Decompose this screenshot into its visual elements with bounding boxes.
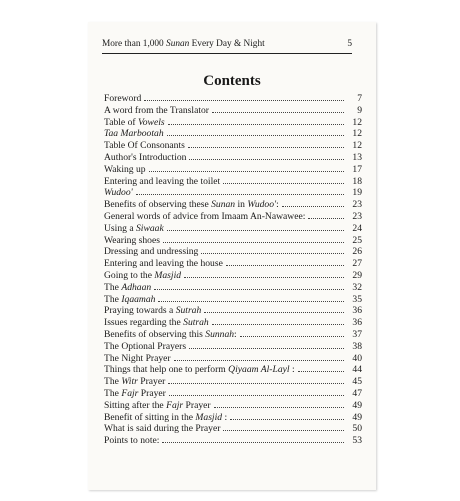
dot-leader (169, 387, 344, 396)
dot-leader (158, 293, 344, 302)
toc-entry-title-part: Issues regarding the (104, 317, 184, 329)
toc-entry (104, 151, 362, 163)
running-header-title (102, 39, 265, 49)
toc-entry-title-part: The (104, 376, 122, 388)
toc-entry-page: 13 (352, 151, 362, 163)
toc-entry-title (104, 305, 202, 317)
dot-leader (226, 257, 344, 266)
toc-entry-title-part: Using a (104, 222, 136, 234)
toc-entry-title (104, 388, 167, 400)
toc-entry (104, 328, 362, 340)
toc-entry-title-part: Sutrah (175, 305, 202, 317)
dot-leader (149, 163, 344, 172)
toc-entry-title-part: Siwaak (135, 222, 164, 234)
toc-entry (104, 375, 362, 387)
toc-entry-title-part: Witr (121, 376, 138, 388)
toc-entry-title-part: Fajr (166, 399, 184, 411)
contents-heading: Contents (203, 73, 261, 89)
toc-entry (104, 363, 362, 375)
toc-entry-title (104, 317, 210, 329)
dot-leader (154, 281, 344, 290)
toc-entry-page: 12 (352, 128, 362, 140)
toc-entry-page: 24 (352, 222, 362, 234)
dot-leader (230, 411, 344, 420)
toc-entry-title-part: Author's Introduction (104, 151, 187, 163)
toc-entry (104, 387, 362, 399)
toc-entry-title (104, 223, 165, 235)
toc-entry-title-part: Points to note: (104, 435, 160, 447)
toc-entry-page: 53 (352, 435, 362, 447)
dot-leader (168, 375, 344, 384)
toc-entry-title-part: The Optional Prayers (104, 340, 187, 352)
toc-entry-title (104, 353, 172, 365)
toc-entry-page: 37 (352, 328, 362, 340)
toc-entry-title (104, 435, 160, 447)
dot-leader (188, 139, 344, 148)
dot-leader (184, 269, 344, 278)
dot-leader (167, 222, 344, 231)
dot-leader (240, 328, 344, 337)
dot-leader (214, 399, 344, 408)
toc-entry-title-part: Table of (104, 116, 138, 128)
toc-entry-page: 36 (352, 305, 362, 317)
toc-entry-page: 40 (352, 352, 362, 364)
header-divider (102, 53, 352, 54)
toc-entry-title-part: Masjid (154, 269, 182, 281)
dot-leader (174, 352, 344, 361)
toc-entry-title-part: Wearing shoes (104, 234, 160, 246)
toc-entry (104, 198, 362, 210)
toc-entry-title-part: Benefits of observing these (104, 199, 212, 211)
toc-entry-title-part: Wudoo' (104, 187, 133, 199)
toc-entry (104, 340, 362, 352)
toc-entry-title-part: Sutrah (183, 317, 209, 329)
toc-entry-page: 9 (357, 104, 362, 116)
book-page (88, 22, 376, 490)
dot-leader (136, 186, 344, 195)
toc-entry-title-part: Taa Marbootah (104, 128, 164, 140)
toc-entry-title (104, 282, 152, 294)
toc-entry-page: 23 (352, 210, 362, 222)
toc-entry-page: 44 (352, 364, 362, 376)
toc-entry (104, 116, 362, 128)
toc-entry-title-part: Masjid (195, 411, 223, 423)
toc-entry (104, 411, 362, 423)
dot-leader (201, 245, 344, 254)
toc-entry-title (104, 235, 161, 247)
toc-entry-title-part: Fajr (121, 387, 139, 399)
toc-entry (104, 186, 362, 198)
header-title-italic: Sunan (166, 39, 190, 49)
dot-leader (223, 175, 344, 184)
running-header (102, 39, 352, 52)
toc-entry-title-part: The (104, 387, 122, 399)
toc-entry (104, 316, 362, 328)
toc-entry-title-part: Benefits of observing this (104, 328, 206, 340)
toc-entry-page: 29 (352, 269, 362, 281)
toc-entry-title-part: Dressing and undressing (104, 246, 199, 258)
toc-entry-page: 18 (352, 175, 362, 187)
toc-entry (104, 175, 362, 187)
toc-entry-title (104, 376, 166, 388)
toc-entry-page: 36 (352, 317, 362, 329)
toc-entry (104, 222, 362, 234)
toc-entry-page: 12 (352, 116, 362, 128)
toc-entry-title (104, 412, 228, 424)
toc-entry-title-part: Praying towards a (104, 305, 176, 317)
toc-entry (104, 163, 362, 175)
dot-leader (212, 104, 344, 113)
toc-entry-title-part: Qiyaam Al-Layl (228, 364, 290, 376)
toc-entry-title-part: Prayer (183, 399, 211, 411)
toc-entry-title-part: Iqaamah (121, 293, 156, 305)
toc-entry-title-part: Benefit of sitting in the (104, 411, 196, 423)
toc-entry-page: 35 (352, 293, 362, 305)
toc-entry-title-part: Prayer (138, 387, 166, 399)
toc-entry (104, 293, 362, 305)
toc-entry-title-part: Entering and leaving the toilet (104, 175, 221, 187)
toc-entry-title-part: Waking up (104, 163, 146, 175)
toc-entry-title-part: The (104, 281, 122, 293)
toc-entry (104, 257, 362, 269)
toc-entry-title-part: Foreword (104, 93, 142, 104)
toc-entry-title-part: Wudoo' (247, 199, 277, 211)
toc-entry (104, 210, 362, 222)
dot-leader (163, 234, 344, 243)
toc-entry (104, 127, 362, 139)
toc-entry-title-part: Adhaan (121, 281, 152, 293)
page-number: 5 (347, 39, 352, 49)
toc-entry (104, 399, 362, 411)
dot-leader (144, 92, 344, 101)
toc-entry-page: 45 (352, 376, 362, 388)
toc-entry-title-part: in (235, 199, 248, 211)
toc-entry-page: 27 (352, 258, 362, 270)
toc-entry-page: 49 (352, 411, 362, 423)
toc-entry-title-part: Sitting after the (104, 399, 167, 411)
toc-entry (104, 104, 362, 116)
toc-entry-title-part: Sunan (211, 199, 236, 211)
toc-entry-title (104, 187, 134, 199)
dot-leader (189, 151, 344, 160)
toc-entry-title-part: Things that help one to perform (104, 364, 229, 376)
toc-entry-title (104, 93, 142, 105)
toc-entry (104, 139, 362, 151)
toc-entry-title (104, 294, 156, 306)
dot-leader (223, 422, 344, 431)
dot-leader (212, 316, 344, 325)
toc-entry-title-part: Vowels (137, 116, 165, 128)
toc-entry-title-part: A word from the Translator (104, 104, 209, 116)
table-of-contents (104, 92, 362, 446)
toc-entry-page: 7 (357, 93, 362, 104)
dot-leader (298, 363, 344, 372)
toc-entry-title-part: Entering and leaving the house (104, 258, 223, 270)
toc-entry (104, 422, 362, 434)
toc-entry (104, 92, 362, 104)
dot-leader (204, 304, 344, 313)
toc-entry-title-part: Going to the (104, 269, 155, 281)
toc-entry-page: 25 (352, 234, 362, 246)
toc-entry-title (104, 140, 186, 152)
toc-entry-page: 49 (352, 399, 362, 411)
toc-entry (104, 245, 362, 257)
toc-entry (104, 352, 362, 364)
dot-leader (308, 210, 344, 219)
toc-entry-title-part: General words of advice from Imaam An-Nawawee: (104, 210, 306, 222)
toc-entry-title-part: Sunnah (205, 328, 235, 340)
toc-entry-page: 50 (352, 423, 362, 435)
toc-entry (104, 281, 362, 293)
dot-leader (162, 434, 344, 443)
dot-leader (189, 340, 344, 349)
dot-leader (282, 198, 344, 207)
toc-entry (104, 234, 362, 246)
toc-entry-page: 17 (352, 163, 362, 175)
toc-entry (104, 269, 362, 281)
toc-entry-title-part: : (289, 364, 295, 376)
toc-entry-title (104, 117, 166, 129)
toc-entry-title (104, 400, 212, 412)
toc-entry-title-part: : (276, 199, 279, 211)
toc-entry-title-part: What is said during the Prayer (104, 423, 221, 435)
toc-entry-page: 32 (352, 281, 362, 293)
toc-entry-title (104, 246, 199, 258)
toc-entry-title-part: : (234, 328, 237, 340)
toc-entry-title-part: The Night Prayer (104, 352, 171, 364)
toc-entry-title-part: : (222, 411, 228, 423)
toc-entry-page: 38 (352, 340, 362, 352)
toc-entry-page: 26 (352, 246, 362, 258)
toc-entry (104, 304, 362, 316)
toc-entry-page: 12 (352, 140, 362, 152)
dot-leader (168, 116, 344, 125)
header-title-pre: More than 1,000 (102, 39, 167, 49)
toc-entry-title-part: Table Of Consonants (104, 140, 185, 152)
toc-entry-title-part: Prayer (137, 376, 166, 388)
toc-entry-page: 23 (352, 199, 362, 211)
toc-entry-page: 19 (352, 187, 362, 199)
dot-leader (167, 127, 344, 136)
toc-entry (104, 434, 362, 446)
toc-entry-title (104, 164, 147, 176)
toc-entry-page: 47 (352, 387, 362, 399)
toc-entry-title (104, 128, 165, 140)
toc-entry-title (104, 199, 280, 211)
header-title-post: Every Day & Night (189, 39, 265, 49)
toc-entry-title-part: The (104, 293, 122, 305)
